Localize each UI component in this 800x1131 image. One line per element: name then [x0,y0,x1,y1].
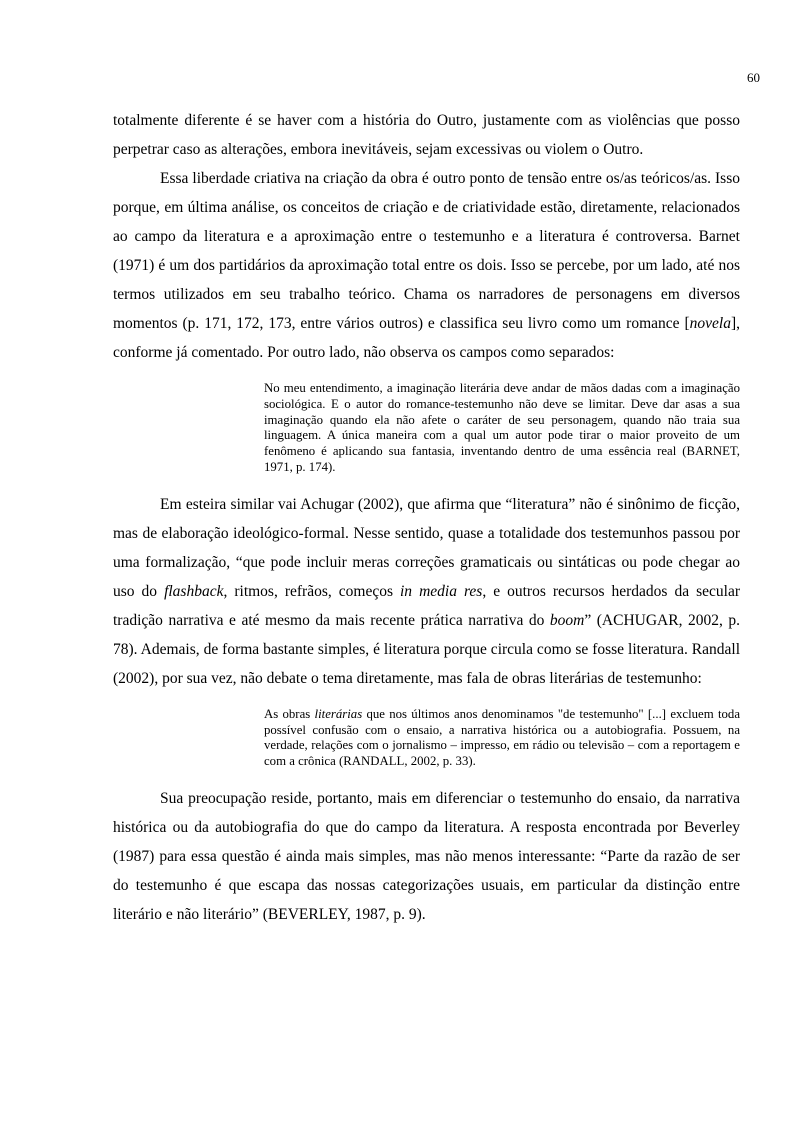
page-body [113,106,740,929]
paragraph-achugar-randall: Em esteira similar vai Achugar (2002), que afirma que “literatura” não é sinônimo de ficção, mas de elaboração ideológico-formal. Nesse sentido, quase a totalidade dos testemunhos passou por uma formalização, “que pode incluir meras correções gramaticais ou sintáticas ou pode chegar ao uso do flashback, ritmos, refrãos, começos in media res, e outros recursos herdados da secular tradição narrativa e até mesmo da mais recente prática narrativa do boom” (ACHUGAR, 2002, p. 78). Ademais, de forma bastante simples, é literatura porque circula como se fosse literatura. Randall (2002), por sua vez, não debate o tema diretamente, mas fala de obras literárias de testemunho: [113,495,741,687]
block-quote-barnet: No meu entendimento, a imaginação literária deve andar de mãos dadas com a imaginação sociológica. E o autor do romance-testemunho não deve se limitar. Deve dar asas a sua imaginação quando ela não afete o caráter de seu personagem, quando não traia sua linguagem. A única maneira com a qual um autor pode tirar o maior proveito de um fenômeno é aplicando sua fantasia, inventando dentro de uma essência real (BARNET, 1971, p. 174). [264,381,740,474]
page-number: 60 [747,70,760,85]
block-quote-randall: As obras literárias que nos últimos anos denominamos "de testemunho" [...] excluem toda possível confusão com o ensaio, a narrativa histórica ou a autobiografia. Possuem, na verdade, relações com o jornalismo – impresso, em rádio ou televisão – com a reportagem e com a crônica (RANDALL, 2002, p. 33). [264,706,741,769]
paragraph-creative-freedom: Essa liberdade criativa na criação da obra é outro ponto de tensão entre os/as teóricos/as. Isso porque, em última análise, os conceitos de criação e de criatividade estão, diretamente, relacionados ao campo da literatura e a aproximação entre o testemunho e a literatura é controversa. Barnet (1971) é um dos partidários da aproximação total entre os dois. Isso se percebe, por um lado, até nos termos utilizados em seu trabalho teórico. Chama os narradores de personagens em diversos momentos (p. 171, 172, 173, entre vários outros) e classifica seu livro como um romance [novela], conforme já comentado. Por outro lado, não observa os campos como separados: [113,170,740,361]
paragraph-beverley: Sua preocupação reside, portanto, mais em diferenciar o testemunho do ensaio, da narrativa histórica ou da autobiografia do que do campo da literatura. A resposta encontrada por Beverley (1987) para essa questão é ainda mais simples, mas não menos interessante: “Parte da razão de ser do testemunho é que escapa das nossas categorizações usuais, em particular da distinção entre literário e não literário” (BEVERLEY, 1987, p. 9). [113,789,740,923]
paragraph-continuation: totalmente diferente é se haver com a história do Outro, justamente com as violências que posso perpetrar caso as alterações, embora inevitáveis, sejam excessivas ou violem o Outro. [113,112,740,158]
